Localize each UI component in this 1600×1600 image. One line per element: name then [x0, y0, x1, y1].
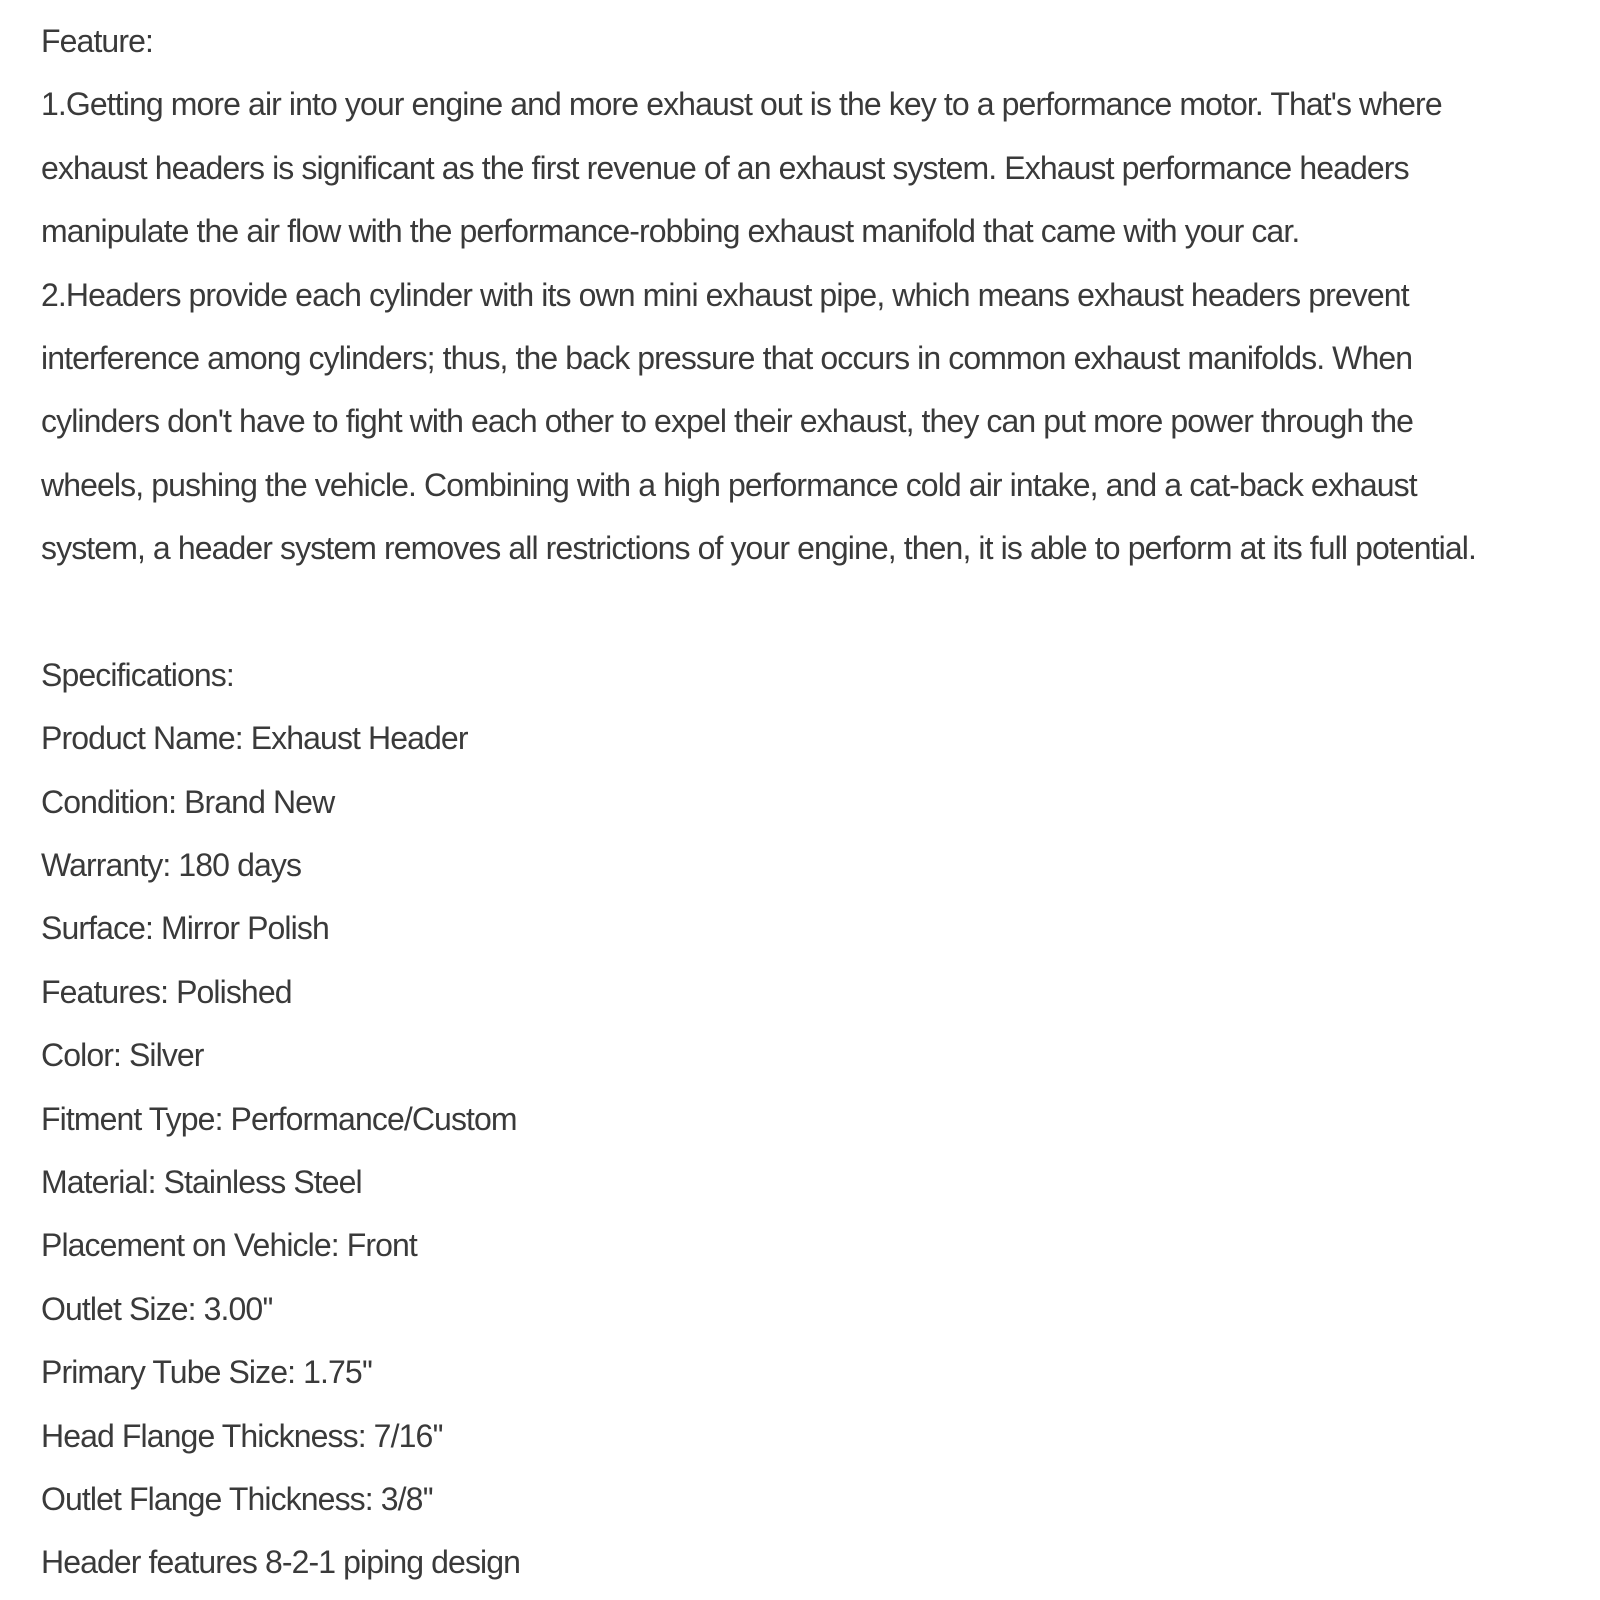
- spec-color: Color: Silver: [41, 1037, 204, 1074]
- spec-features: Features: Polished: [41, 973, 292, 1010]
- feature-line: 1.Getting more air into your engine and more exhaust out is the key to a performance motor. That's where: [41, 86, 1442, 123]
- spec-outlet-flange-thickness: Outlet Flange Thickness: 3/8'': [41, 1480, 433, 1517]
- product-description: [41, 10, 1581, 1595]
- spec-head-flange-thickness: Head Flange Thickness: 7/16'': [41, 1417, 443, 1454]
- feature-line: system, a header system removes all restrictions of your engine, then, it is able to perform at its full potential.: [41, 530, 1476, 567]
- feature-heading: Feature:: [41, 23, 153, 59]
- feature-line: interference among cylinders; thus, the back pressure that occurs in common exhaust manifolds. When: [41, 339, 1413, 376]
- spec-fitment-type: Fitment Type: Performance/Custom: [41, 1100, 517, 1137]
- spec-material: Material: Stainless Steel: [41, 1164, 362, 1201]
- specifications-list: [41, 707, 1581, 1594]
- spec-outlet-size: Outlet Size: 3.00'': [41, 1290, 273, 1327]
- feature-line: exhaust headers is significant as the first revenue of an exhaust system. Exhaust performance headers: [41, 149, 1409, 186]
- feature-line: manipulate the air flow with the performance-robbing exhaust manifold that came with your car.: [41, 213, 1300, 250]
- section-spacer: [41, 581, 1581, 644]
- spec-piping-design: Header features 8-2-1 piping design: [41, 1544, 521, 1581]
- feature-line: wheels, pushing the vehicle. Combining with a high performance cold air intake, and a cat-back exhaust: [41, 466, 1417, 503]
- feature-paragraphs: [41, 73, 1581, 580]
- feature-line: 2.Headers provide each cylinder with its own mini exhaust pipe, which means exhaust headers prevent: [41, 276, 1409, 313]
- spec-placement: Placement on Vehicle: Front: [41, 1227, 417, 1264]
- spec-condition: Condition: Brand New: [41, 783, 335, 820]
- specifications-heading: Specifications:: [41, 656, 234, 693]
- spec-surface: Surface: Mirror Polish: [41, 910, 329, 947]
- spec-primary-tube-size: Primary Tube Size: 1.75'': [41, 1354, 373, 1391]
- spec-warranty: Warranty: 180 days: [41, 847, 302, 884]
- feature-line: cylinders don't have to fight with each other to expel their exhaust, they can put more power through the: [41, 403, 1414, 440]
- spec-product-name: Product Name: Exhaust Header: [41, 720, 468, 757]
